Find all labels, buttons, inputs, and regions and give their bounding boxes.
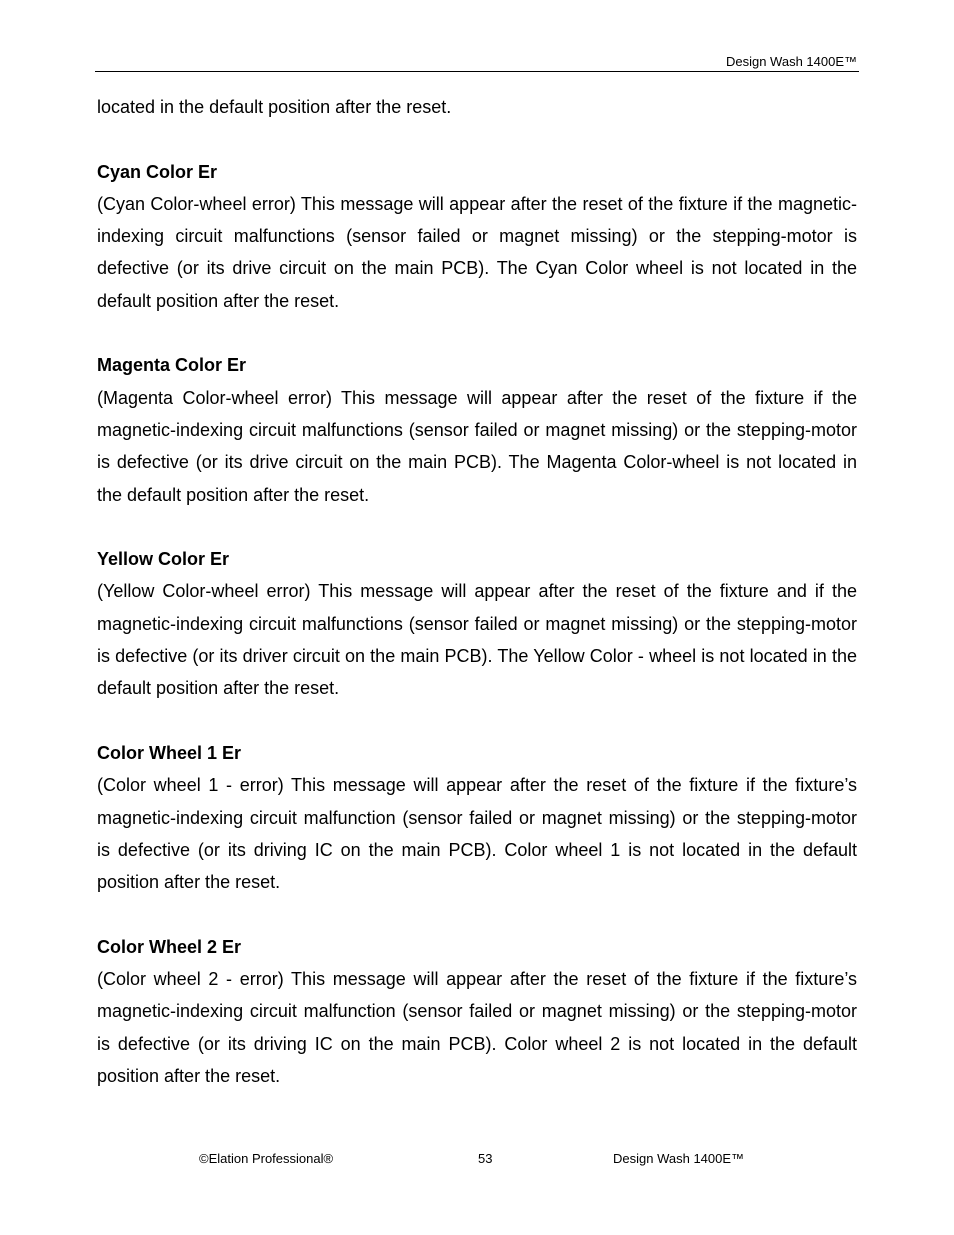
- section-title: Color Wheel 1 Er: [97, 742, 242, 763]
- section-yellow-color-error: [97, 543, 857, 704]
- section-title: Magenta Color Er: [97, 355, 247, 376]
- section-body: (Cyan Color-wheel error) This message will appear after the reset of the fixture if the magnetic-indexing circuit malfunctions (sensor failed or magnet missing) or the stepping-motor is defective (or its drive circuit on the main PCB). The Cyan Color wheel is not located in the default position after the reset.: [97, 193, 857, 311]
- header-divider: [95, 71, 859, 72]
- page-body: [97, 91, 857, 1092]
- footer-copyright: ©Elation Professional®: [199, 1151, 334, 1166]
- section-color-wheel-2-error: [97, 931, 857, 1092]
- section-magenta-color-error: [97, 349, 857, 510]
- section-color-wheel-1-error: [97, 737, 857, 898]
- section-body: (Magenta Color-wheel error) This message will appear after the reset of the fixture if the magnetic-indexing circuit malfunctions (sensor failed or magnet missing) or the stepping-motor is defective (or its drive circuit on the main PCB). The Magenta Color-wheel is not located in the default position after the reset.: [97, 387, 857, 505]
- section-title: Color Wheel 2 Er: [97, 936, 242, 957]
- section-body: (Color wheel 2 - error) This message will appear after the reset of the fixture if the fixture’s magnetic-indexing circuit malfunction (sensor failed or magnet missing) or the stepping-motor is defective (or its driving IC on the main PCB). Color wheel 2 is not located in the default position after the reset.: [97, 969, 857, 1086]
- section-title: Yellow Color Er: [97, 549, 230, 570]
- section-body: (Yellow Color-wheel error) This message will appear after the reset of the fixture and if the magnetic-indexing circuit malfunctions (sensor failed or magnet missing) or the stepping-motor is defective (or its driver circuit on the main PCB). The Yellow Color - wheel is not located in the default position after the reset.: [97, 581, 857, 699]
- footer-page-number: 53: [478, 1151, 493, 1166]
- section-cyan-color-error: [97, 156, 857, 317]
- section-body: (Color wheel 1 - error) This message will appear after the reset of the fixture if the fixture’s magnetic-indexing circuit malfunction (sensor failed or magnet missing) or the stepping-motor is defective (or its driving IC on the main PCB). Color wheel 1 is not located in the default position after the reset.: [97, 775, 857, 893]
- footer-product-name: Design Wash 1400E™: [613, 1151, 745, 1166]
- running-header: Design Wash 1400E™: [725, 54, 857, 69]
- section-title: Cyan Color Er: [97, 161, 218, 182]
- intro-paragraph: located in the default position after the reset.: [97, 97, 452, 117]
